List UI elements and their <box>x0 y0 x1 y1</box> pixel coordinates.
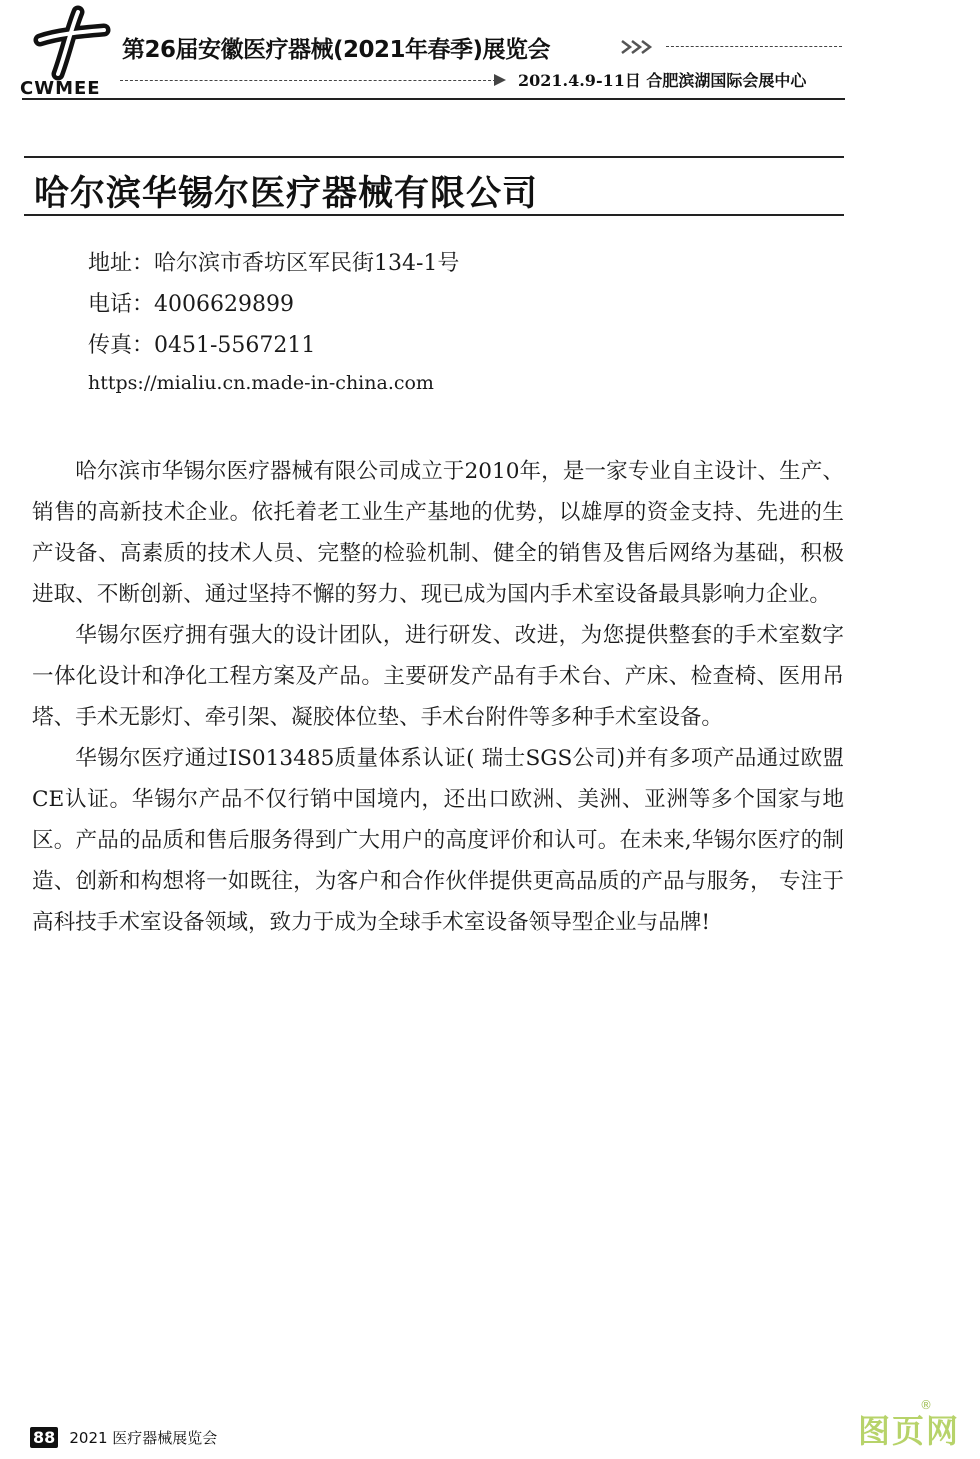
expo-title: 第26届安徽医疗器械(2021年春季)展览会 <box>122 37 551 63</box>
watermark: 图页网 <box>858 1412 961 1450</box>
company-phone: 电话：4006629899 <box>88 292 294 317</box>
paragraph: 华锡尔医疗通过IS013485质量体系认证( 瑞士SGS公司)并有多项产品通过欧盟CE认证。华锡尔产品不仅行销中国境内，还出口欧洲、美洲、亚洲等多个国家与地区。产品的品质和售后服务得到广大用户的高度评价和认可。在未来,华锡尔医疗的制造、创新和构想将一如既往，为客户和合作伙伴提供更高品质的产品与服务， 专注于高科技手术室设备领域，致力于成为全球手术室设备领导型企业与品牌! <box>32 746 844 935</box>
registered-mark: ® <box>920 1398 932 1412</box>
header-divider <box>22 98 845 100</box>
publication-name: 2021 医疗器械展览会 <box>69 1429 218 1447</box>
company-website[interactable]: https://mialiu.cn.made-in-china.com <box>88 372 434 394</box>
company-description <box>32 451 844 943</box>
title-rule-bottom <box>24 214 844 216</box>
page-footer <box>30 1427 217 1448</box>
company-name: 哈尔滨华锡尔医疗器械有限公司 <box>34 174 539 214</box>
logo-text: CWMEE <box>20 78 101 99</box>
double-chevron-icon <box>620 37 664 57</box>
page-number: 88 <box>30 1427 58 1448</box>
header-dashed-line <box>120 80 496 81</box>
header-dashed-line <box>666 46 842 47</box>
company-address: 地址：哈尔滨市香坊区军民街134-1号 <box>88 251 460 276</box>
paragraph: 华锡尔医疗拥有强大的设计团队，进行研发、改进，为您提供整套的手术室数字一体化设计和净化工程方案及产品。主要研发产品有手术台、产床、检查椅、医用吊塔、手术无影灯、牵引架、凝胶体位垫、手术台附件等多种手术室设备。 <box>32 623 844 730</box>
paragraph: 哈尔滨市华锡尔医疗器械有限公司成立于2010年，是一家专业自主设计、生产、销售的高新技术企业。依托着老工业生产基地的优势，以雄厚的资金支持、先进的生产设备、高素质的技术人员、完整的检验机制、健全的销售及售后网络为基础，积极进取、不断创新、通过坚持不懈的努力、现已成为国内手术室设备最具影响力企业。 <box>32 459 844 607</box>
arrow-right-icon <box>494 74 506 86</box>
company-fax: 传真：0451-5567211 <box>88 333 316 358</box>
expo-dates-venue: 2021.4.9-11日 合肥滨湖国际会展中心 <box>518 71 807 90</box>
title-rule-top <box>24 156 844 158</box>
